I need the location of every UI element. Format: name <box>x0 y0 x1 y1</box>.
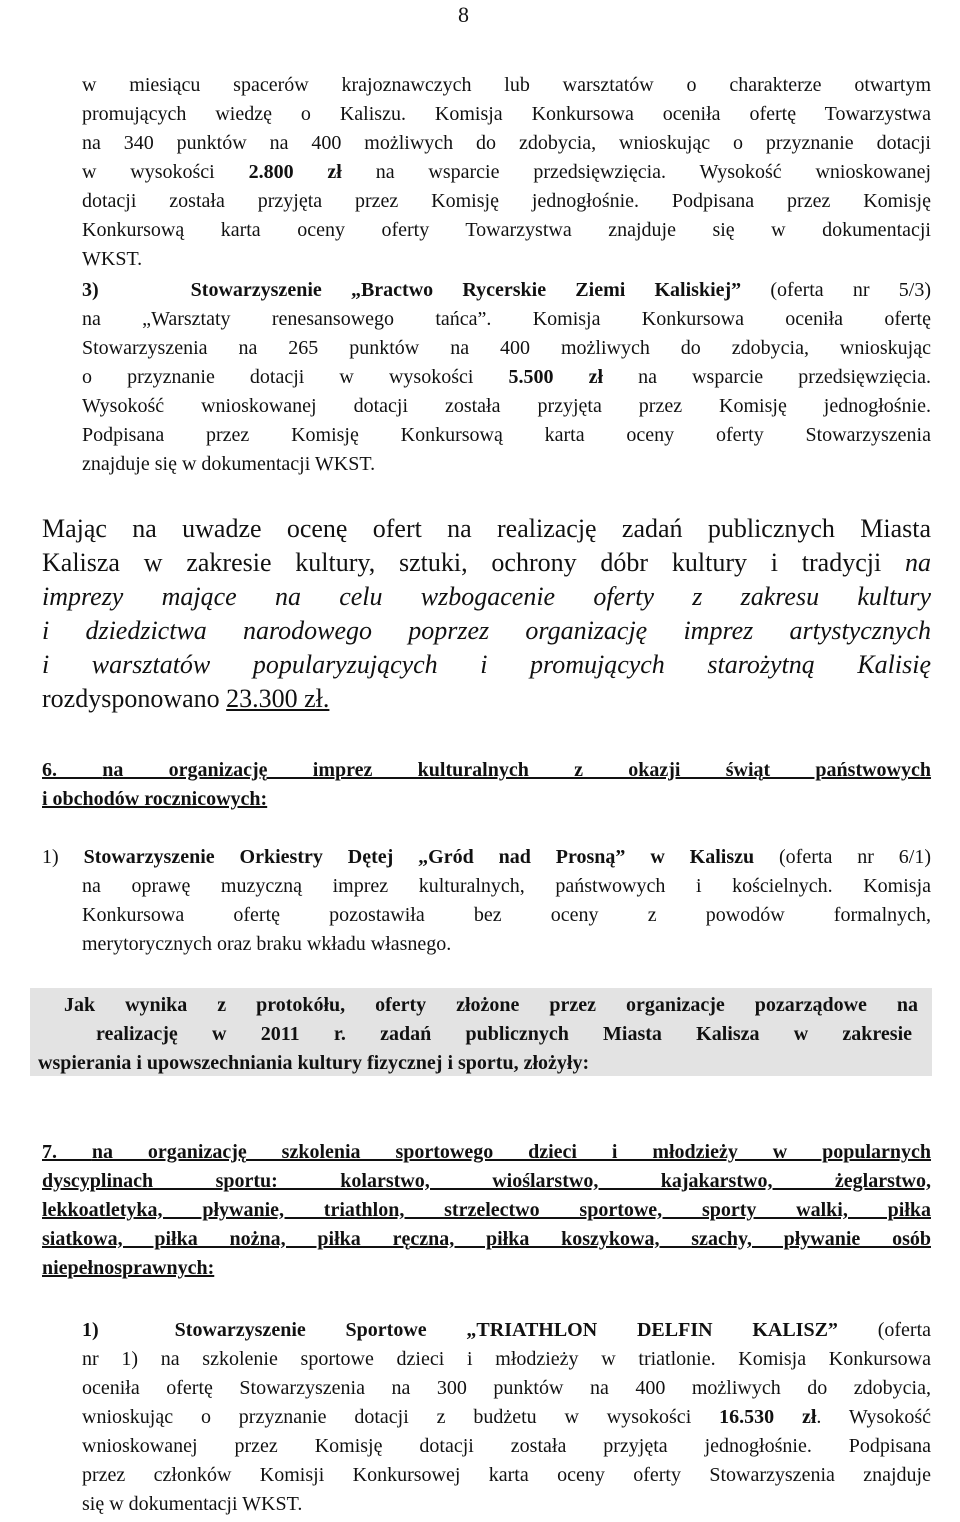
italic-span: na <box>905 548 931 577</box>
item-heading-line <box>82 276 931 305</box>
text-line: oceniła ofertę Stowarzyszenia na 300 punktów na 400 możliwych do zdobycia, <box>82 1377 931 1399</box>
section-6-heading <box>42 756 931 814</box>
organization-name: Stowarzyszenie Orkiestry Dętej „Gród nad Prosną” w Kaliszu <box>83 846 755 868</box>
text-line: imprezy mające na celu wzbogacenie oferty z zakresu kultury <box>42 582 931 611</box>
heading-line: i obchodów rocznicowych: <box>42 788 268 810</box>
text-line: wnioskowanej przez Komisję dotacji została przyjęta jednogłośnie. Podpisana <box>82 1435 931 1457</box>
text-span: Wysokość wnioskowanej <box>699 161 932 183</box>
text-line <box>82 363 931 392</box>
text-span: na organizację imprez kulturalnych z okazji świąt państwowych <box>102 759 932 781</box>
organization-name: Stowarzyszenie Sportowe „TRIATHLON DELFIN KALISZ” <box>174 1319 838 1341</box>
text-line: na 340 punktów na 400 możliwych do zdobycia, wnioskując o przyznanie dotacji <box>82 132 931 154</box>
text-line: wspierania i upowszechniania kultury fizycznej i sportu, złożyły: <box>38 1052 590 1074</box>
text-line: WKST. <box>82 248 143 270</box>
highlight-paragraph <box>38 991 918 1078</box>
heading-line: dyscyplinach sportu: kolarstwo, wioślarstwo, kajakarstwo, żeglarstwo, <box>42 1170 931 1192</box>
text-line: nr 1) na szkolenie sportowe dzieci i młodzieży w triatlonie. Komisja Konkursowa <box>82 1348 931 1370</box>
text-line: dotacji została przyjęta przez Komisję jednogłośnie. Podpisana przez Komisję <box>82 190 931 212</box>
item-3 <box>82 276 931 479</box>
total-amount: 23.300 zł. <box>226 684 330 713</box>
organization-name: Stowarzyszenie „Bractwo Rycerskie Ziemi Kaliskiej” <box>190 279 742 301</box>
heading-line <box>42 1138 931 1167</box>
text-line <box>42 546 931 580</box>
text-line: i warsztatów popularyzujących i promujących starożytną Kalisię <box>42 650 931 679</box>
heading-line: siatkowa, piłka nożna, piłka ręczna, piłka koszykowa, szachy, pływanie osób <box>42 1228 931 1250</box>
item-7-1 <box>82 1316 931 1519</box>
text-span: na wsparcie przedsięwzięcia. <box>341 161 700 183</box>
section-number: 7. <box>42 1141 57 1163</box>
heading-line <box>42 756 931 785</box>
text-line: się w dokumentacji WKST. <box>82 1493 303 1515</box>
page-number: 8 <box>458 2 469 27</box>
section-number: 6. <box>42 759 57 781</box>
text-span: Kalisza w zakresie kultury, sztuki, ochrony dóbr kultury i tradycji <box>42 548 905 577</box>
item-number: 1) <box>42 846 59 868</box>
text-line: na oprawę muzyczną imprez kulturalnych, państwowych i kościelnych. Komisja <box>82 875 931 897</box>
text-line: Stowarzyszenia na 265 punktów na 400 możliwych do zdobycia, wnioskując <box>82 337 931 359</box>
amount-bold: 16.530 zł <box>719 1406 817 1428</box>
item-heading-line <box>82 1316 931 1345</box>
summary-paragraph <box>42 512 931 716</box>
text-line: realizację w 2011 r. zadań publicznych Miasta Kalisza w zakresie <box>96 1023 912 1045</box>
text-line: Konkursowa ofertę pozostawiła bez oceny z powodów formalnych, <box>82 904 931 926</box>
text-span: na organizację szkolenia sportowego dzieci i młodzieży w popularnych <box>91 1141 932 1163</box>
item-heading-line <box>42 843 931 872</box>
text-line: Wysokość wnioskowanej dotacji została przyjęta przez Komisję jednogłośnie. <box>82 395 931 417</box>
text-line: na „Warsztaty renesansowego tańca”. Komisja Konkursowa oceniła ofertę <box>82 308 931 330</box>
text-line <box>82 1403 931 1432</box>
item-6-1 <box>42 843 931 959</box>
offer-ref: (oferta <box>837 1319 932 1341</box>
text-span: . Wysokość <box>816 1406 931 1428</box>
text-line: Podpisana przez Komisję Konkursową karta oceny oferty Stowarzyszenia <box>82 424 931 446</box>
paragraph-top <box>82 71 931 274</box>
text-line <box>42 682 931 716</box>
text-span: o przyznanie dotacji w wysokości <box>82 366 509 388</box>
text-line: w miesiącu spacerów krajoznawczych lub warsztatów o charakterze otwartym <box>82 74 931 96</box>
text-span: wnioskując o przyznanie dotacji z budżetu w wysokości <box>82 1406 720 1428</box>
text-span: w wysokości <box>82 161 249 183</box>
item-number: 1) <box>82 1319 99 1341</box>
text-line <box>82 158 931 187</box>
text-span: na wsparcie przedsięwzięcia. <box>603 366 931 388</box>
heading-line: niepełnosprawnych: <box>42 1257 215 1279</box>
text-line: Jak wynika z protokółu, oferty złożone przez organizacje pozarządowe na <box>64 994 918 1016</box>
text-line: przez członków Komisji Konkursowej karta oceny oferty Stowarzyszenia znajduje <box>82 1464 931 1486</box>
section-7-heading <box>42 1138 931 1283</box>
heading-line: lekkoatletyka, pływanie, triathlon, strzelectwo sportowe, sporty walki, piłka <box>42 1199 931 1221</box>
text-line: Mając na uwadze ocenę ofert na realizację zadań publicznych Miasta <box>42 514 931 543</box>
text-line: Konkursową karta oceny oferty Towarzystwa znajduje się w dokumentacji <box>82 219 931 241</box>
item-number: 3) <box>82 279 99 301</box>
amount-bold: 2.800 zł <box>248 161 342 183</box>
offer-ref: (oferta nr 6/1) <box>754 846 931 868</box>
text-line: i dziedzictwa narodowego poprzez organizację imprez artystycznych <box>42 616 931 645</box>
text-line: merytorycznych oraz braku wkładu własnego. <box>82 933 452 955</box>
offer-ref: (oferta nr 5/3) <box>741 279 931 301</box>
text-line: znajduje się w dokumentacji WKST. <box>82 453 376 475</box>
text-line: promujących wiedzę o Kaliszu. Komisja Konkursowa oceniła ofertę Towarzystwa <box>82 103 931 125</box>
text-span: rozdysponowano <box>42 684 227 713</box>
amount-bold: 5.500 zł <box>508 366 604 388</box>
